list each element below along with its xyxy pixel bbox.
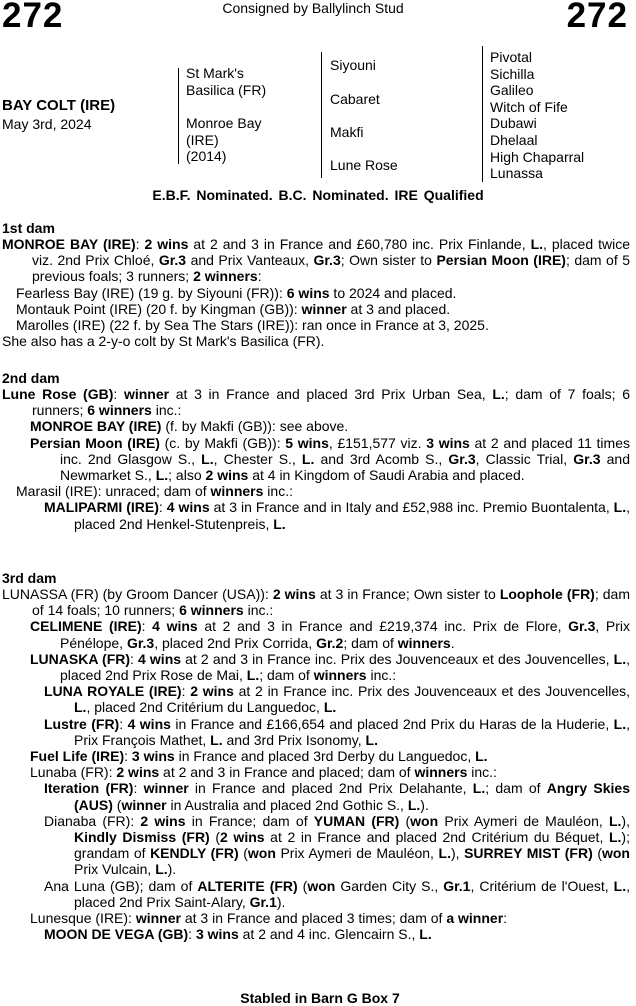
produce-entry: MONROE BAY (IRE) (f. by Makfi (GB)): see above. [30, 418, 349, 435]
stabling-info: Stabled in Barn G Box 7 [240, 990, 400, 1006]
produce-entry: Marolles (IRE) (22 f. by Sea The Stars (IRE)): ran once in France at 3, 2025. [16, 317, 489, 334]
consignor-line: Consigned by Ballylinch Stud [222, 0, 404, 16]
pedigree-divider [178, 68, 179, 164]
produce-entry: Fuel Life (IRE): 3 wins in France and placed 3rd Derby du Languedoc, L. [30, 748, 488, 765]
great-grandparent: High Chaparral [490, 149, 585, 165]
great-grandparent: Dhelaal [490, 132, 538, 148]
produce-entry: MOON DE VEGA (GB): 3 wins at 2 and 4 inc. Glencairn S., L. [44, 926, 432, 943]
produce-entry: LUNA ROYALE (IRE): 2 wins at 2 in France inc. Prix des Jouvenceaux et des Jouvencelles, L., placed 2nd Critérium du Languedoc, L. [44, 683, 631, 716]
second-dam-section [2, 386, 630, 532]
produce-entry: Marasil (IRE): unraced; dam of winners inc.: [16, 483, 293, 500]
foaling-date: May 3rd, 2024 [2, 116, 92, 132]
great-grandparent: Galileo [490, 82, 534, 98]
great-grandparent: Sichilla [490, 66, 535, 82]
produce-entry: MALIPARMI (IRE): 4 wins at 3 in France and in Italy and £52,988 inc. Premio Buontalenta, L., placed 2nd Henkel-Stutenpreis, L. [44, 499, 631, 532]
produce-entry: LUNASKA (FR): 4 wins at 2 and 3 in France inc. Prix des Jouvenceaux et des Jouvencelles, L., placed 2nd Prix Rose de Mai, L.; dam of winners inc.: [30, 650, 630, 684]
lot-number-left: 272 [2, 0, 64, 35]
great-grandparent: Lunassa [490, 165, 543, 181]
produce-note: She also has a 2-y-o colt by St Mark's Basilica (FR). [2, 333, 325, 350]
produce-entry: Lunesque (IRE): winner at 3 in France and placed 3 times; dam of a winner: [30, 910, 508, 927]
dam-paragraph: LUNASSA (FR) (by Groom Dancer (USA)): 2 wins at 3 in France; Own sister to Loophole (FR); dam of 14 foals; 10 runners; 6 winners inc.: [2, 586, 631, 619]
granddam: Cabaret [330, 91, 380, 107]
produce-entry: Persian Moon (IRE) (c. by Makfi (GB)): 5 wins, £151,577 viz. 3 wins at 2 and placed 11 times inc. 2nd Glasgow S., L., Chester S., L. and 3rd Acomb S., Gr.3, Classic Trial, Gr.3 and Newmarket S., L.; also 2 wins at 4 in Kingdom of Saudi Arabia and placed. [30, 434, 631, 484]
produce-entry: Lustre (FR): 4 wins in France and £166,654 and placed 2nd Prix du Haras de la Huderie, L., Prix François Mathet, L. and 3rd Prix Isonomy, L. [44, 715, 631, 748]
pedigree-divider [482, 46, 483, 182]
produce-entry: Ana Luna (GB); dam of ALTERITE (FR) (won Garden City S., Gr.1, Critérium de l'Ouest, L., placed 2nd Prix Saint-Alary, Gr.1). [44, 877, 631, 910]
produce-entry: Montauk Point (IRE) (20 f. by Kingman (GB)): winner at 3 and placed. [16, 300, 451, 317]
produce-entry: CELIMENE (IRE): 4 wins at 2 and 3 in France and £219,374 inc. Prix de Flore, Gr.3, Prix Pénélope, Gr.3, placed 2nd Prix Corrida, Gr.2; dam of winners. [30, 618, 630, 651]
produce-entry: Dianaba (FR): 2 wins in France; dam of YUMAN (FR) (won Prix Aymeri de Mauléon, L.), Kindly Dismiss (FR) (2 wins at 2 in France and placed 2nd Critérium du Béquet, L.); grandam of KENDLY (FR) (won Prix Aymeri de Mauléon, L.), SURREY MIST (FR) (won Prix Vulcain, L.). [44, 812, 630, 878]
nominations-line: E.B.F. Nominated. B.C. Nominated. IRE Qualified [152, 187, 484, 203]
granddam: Lune Rose [330, 157, 398, 173]
first-dam-section [2, 236, 630, 349]
produce-entry: Fearless Bay (IRE) (19 g. by Siyouni (FR)): 6 wins to 2024 and placed. [16, 284, 457, 301]
third-dam-section [2, 586, 630, 942]
dam-paragraph: Lune Rose (GB): winner at 3 in France and placed 3rd Prix Urban Sea, L.; dam of 7 foals; 6 runners; 6 winners inc.: [2, 386, 630, 419]
pedigree-table [0, 46, 636, 186]
great-grandparent: Witch of Fife [490, 99, 568, 115]
horse-description: BAY COLT (IRE) [2, 97, 116, 114]
sire-name: St Mark's Basilica (FR) [186, 65, 267, 98]
section-heading-3rd-dam: 3rd dam [2, 570, 57, 586]
pedigree-divider [321, 52, 322, 178]
grandsire: Siyouni [330, 57, 376, 73]
dam-paragraph: MONROE BAY (IRE): 2 wins at 2 and 3 in France and £60,780 inc. Prix Finlande, L., placed twice viz. 2nd Prix Chloé, Gr.3 and Prix Vanteaux, Gr.3; Own sister to Persian Moon (IRE); dam of 5 previous foals; 3 runners; 2 winners: [2, 236, 630, 285]
section-heading-2nd-dam: 2nd dam [2, 370, 60, 386]
produce-entry: Lunaba (FR): 2 wins at 2 and 3 in France and placed; dam of winners inc.: [30, 764, 497, 781]
grandsire: Makfi [330, 124, 364, 140]
lot-number-right: 272 [566, 0, 628, 35]
section-heading-1st-dam: 1st dam [2, 220, 55, 236]
dam-name: Monroe Bay (IRE) (2014) [186, 115, 262, 164]
great-grandparent: Pivotal [490, 49, 533, 65]
great-grandparent: Dubawi [490, 115, 537, 131]
produce-entry: Iteration (FR): winner in France and placed 2nd Prix Delahante, L.; dam of Angry Skies (AUS) (winner in Australia and placed 2nd Gothic S., L.). [44, 780, 630, 813]
